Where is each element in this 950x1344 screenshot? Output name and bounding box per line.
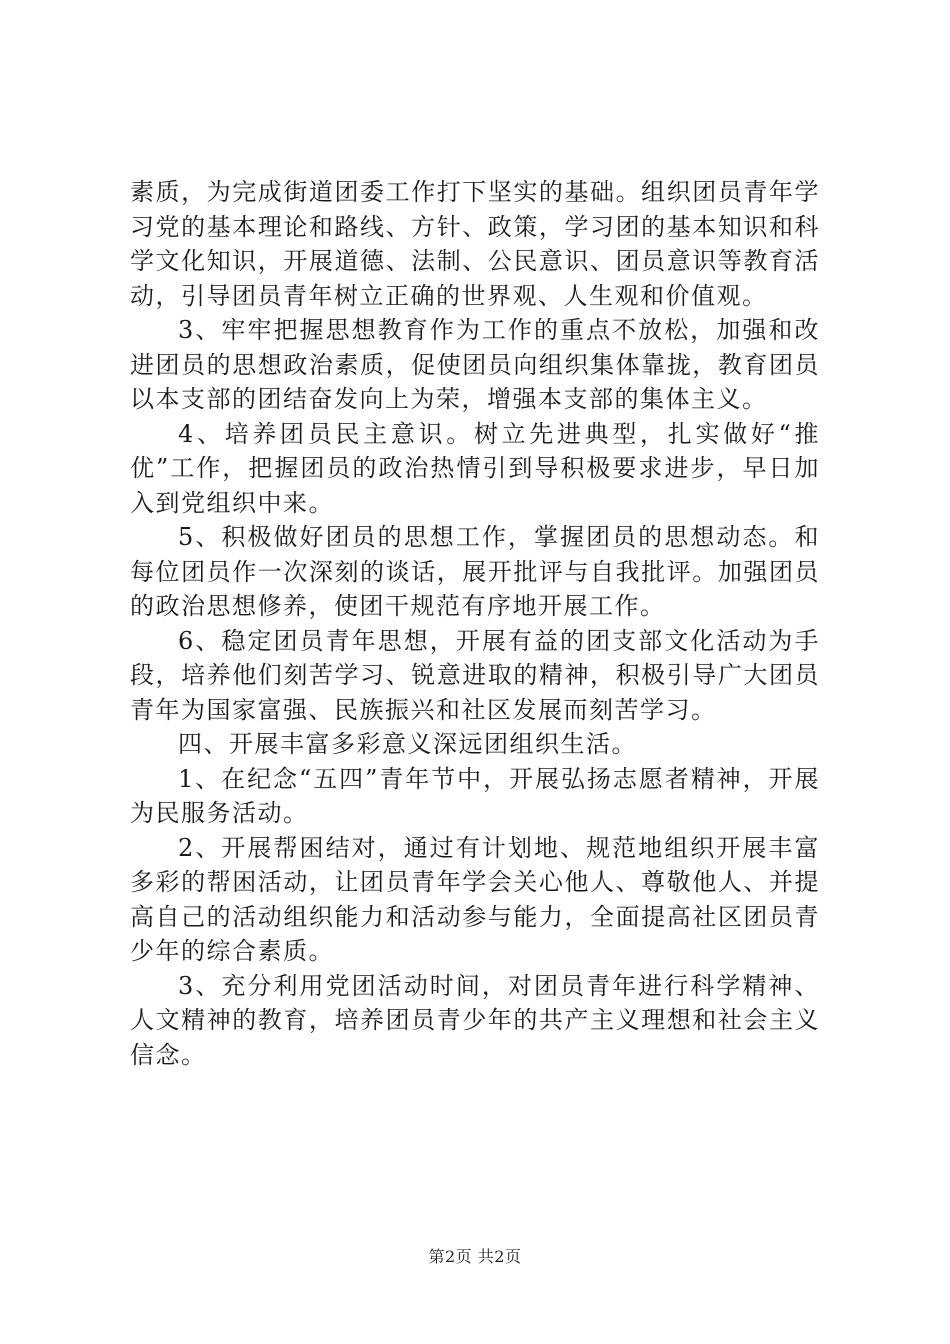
document-body — [130, 175, 820, 1072]
page-number-footer: 第2页 共2页 — [428, 1247, 522, 1266]
paragraph-continuation: 素质，为完成街道团委工作打下坚实的基础。组织团员青年学习党的基本理论和路线、方针、政策，学习团的基本知识和科学文化知识，开展道德、法制、公民意识、团员意识等教育活动，引导团员青年树立正确的世界观、人生观和价值观。 — [130, 178, 820, 310]
paragraph-section4-item-2: 2、开展帮困结对，通过有计划地、规范地组织开展丰富多彩的帮困活动，让团员青年学会关心他人、尊敬他人、并提高自己的活动组织能力和活动参与能力，全面提高社区团员青少年的综合素质。 — [130, 833, 820, 965]
paragraph-section4-item-3: 3、充分利用党团活动时间，对团员青年进行科学精神、人文精神的教育，培养团员青少年的共产主义理想和社会主义信念。 — [130, 971, 820, 1069]
paragraph-section4-item-1: 1、在纪念“五四”青年节中，开展弘扬志愿者精神，开展为民服务活动。 — [130, 764, 820, 827]
paragraph-item-4: 4、培养团员民主意识。树立先进典型，扎实做好“推优”工作，把握团员的政治热情引到导积极要求进步，早日加入到党组织中来。 — [130, 419, 820, 517]
paragraph-item-6: 6、稳定团员青年思想，开展有益的团支部文化活动为手段，培养他们刻苦学习、锐意进取的精神，积极引导广大团员青年为国家富强、民族振兴和社区发展而刻苦学习。 — [130, 626, 820, 724]
section-heading-4: 四、开展丰富多彩意义深远团组织生活。 — [178, 730, 637, 758]
paragraph-item-5: 5、积极做好团员的思想工作，掌握团员的思想动态。和每位团员作一次深刻的谈话，展开批评与自我批评。加强团员的政治思想修养，使团干规范有序地开展工作。 — [130, 523, 820, 620]
paragraph-item-3: 3、牢牢把握思想教育作为工作的重点不放松，加强和改进团员的思想政治素质，促使团员向组织集体靠拢，教育团员以本支部的团结奋发向上为荣，增强本支部的集体主义。 — [130, 316, 820, 413]
